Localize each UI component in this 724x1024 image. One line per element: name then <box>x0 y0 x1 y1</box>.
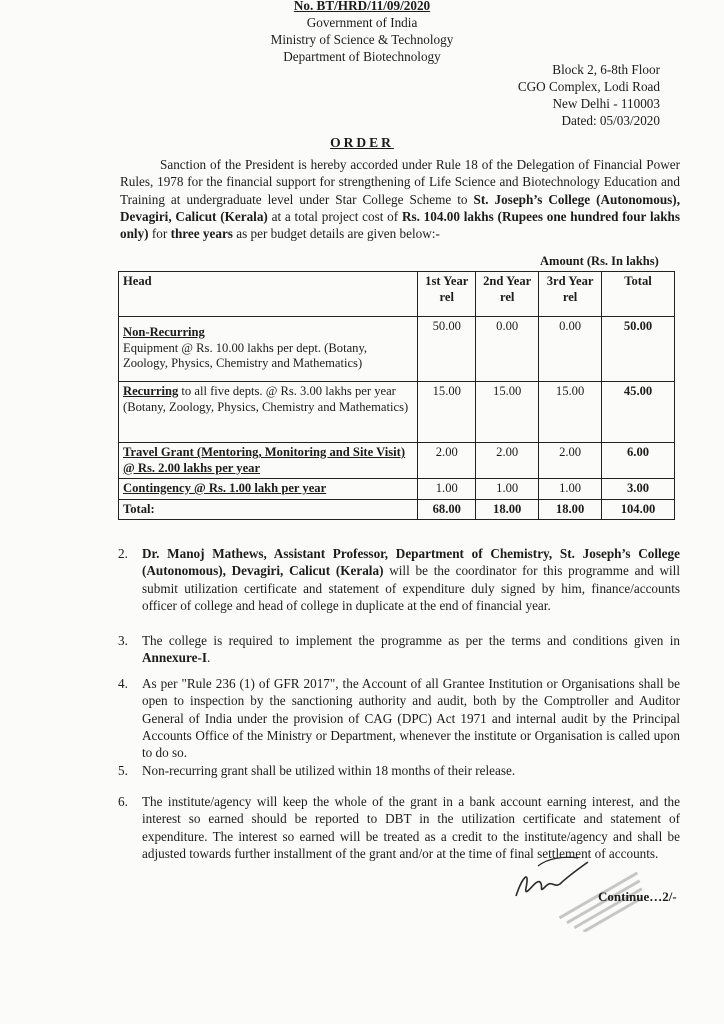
list-item <box>118 675 680 761</box>
address-line-3: New Delhi - 110003 <box>552 96 660 111</box>
item-number: 2. <box>118 546 128 561</box>
item-number: 3. <box>118 633 128 648</box>
table-row <box>119 479 675 500</box>
cell-year2: 1.00 <box>476 479 539 500</box>
cell-year2: 0.00 <box>476 317 539 382</box>
intro-text-2: at a total project cost of <box>267 208 402 224</box>
reference-number: No. BT/HRD/11/09/2020 <box>293 0 431 13</box>
table-row <box>119 443 675 479</box>
table-header-row <box>119 272 675 317</box>
col-header-year2: 2nd Year rel <box>476 272 539 317</box>
row-head-recurring <box>119 382 418 443</box>
item-number: 5. <box>118 763 128 778</box>
row-title: Travel Grant (Mentoring, Monitoring and Site Visit) @ Rs. 2.00 lakhs per year <box>123 445 406 475</box>
cell-year1: 15.00 <box>418 382 476 443</box>
college-name: St. Joseph’s College (Autonomous), Devagiri, Calicut (Kerala) <box>120 191 680 224</box>
list-item <box>118 545 680 614</box>
address-line-2: CGO Complex, Lodi Road <box>517 79 660 94</box>
item-text-tail: . <box>206 650 211 666</box>
row-description: to all five depts. @ Rs. 3.00 lakhs per year (Botany, Zoology, Physics, Chemistry and Mathematics) <box>123 384 409 414</box>
total-grand: 104.00 <box>602 499 675 520</box>
item-text: As per "Rule 236 (1) of GFR 2017", the Account of all Grantee Institution or Organisations shall be open to inspection by the sanctioning authority and audit, both by the Comptroller and Auditor General of India under the provision of CAG (DPC) Act 1971 and internal audit by the Principal Accounts Office of the Ministry or Department, whenever the institute or Organisation is called upon to do so. <box>142 676 680 761</box>
cell-total: 3.00 <box>602 479 675 500</box>
cell-total: 6.00 <box>602 443 675 479</box>
total-year1: 68.00 <box>418 499 476 520</box>
cell-year1: 1.00 <box>418 479 476 500</box>
govt-line: Government of India <box>306 15 418 30</box>
table-total-row <box>119 499 675 520</box>
cell-year3: 1.00 <box>539 479 602 500</box>
cell-total: 45.00 <box>602 382 675 443</box>
col-header-total: Total <box>602 272 675 317</box>
annexure-ref: Annexure-I <box>142 650 207 666</box>
row-title: Contingency @ Rs. 1.00 lakh per year <box>123 481 327 495</box>
item-number: 4. <box>118 676 128 691</box>
continue-note: Continue…2/- <box>598 889 677 904</box>
item-text: The college is required to implement the programme as per the terms and conditions given in <box>142 633 680 648</box>
project-cost: Rs. 104.00 lakhs (Rupees one hundred four lakhs only) <box>120 208 680 242</box>
col-header-year1: 1st Year rel <box>418 272 476 317</box>
col-header-head: Head <box>119 272 418 317</box>
table-row <box>119 317 675 382</box>
intro-paragraph <box>120 156 680 242</box>
cell-year3: 2.00 <box>539 443 602 479</box>
total-year3: 18.00 <box>539 499 602 520</box>
ministry-line: Ministry of Science & Technology <box>270 32 454 47</box>
amount-unit-note: Amount (Rs. In lakhs) <box>540 254 659 268</box>
row-description: Equipment @ Rs. 10.00 lakhs per dept. (Botany, Zoology, Physics, Chemistry and Mathematics) <box>123 340 368 370</box>
row-head-nonrecurring <box>119 317 418 382</box>
item-text: The institute/agency will keep the whole of the grant in a bank account earning interest, and the interest so earned should be reported to DBT in the utilization certificate and statement of expenditure. The interest so earned will be treated as a credit to the institute/agency and shall be adjusted towards further installment of the grant and/or at the time of final settlement of accounts. <box>142 794 680 861</box>
intro-text-4: as per budget details are given below:- <box>232 226 440 242</box>
row-title: Recurring <box>123 384 179 398</box>
cell-year1: 2.00 <box>418 443 476 479</box>
item-number: 6. <box>118 794 128 809</box>
order-title: ORDER <box>330 135 394 150</box>
item-text: will be the coordinator for this programme and will submit utilization certificate and statement of expenditure duly signed by him, finance/accounts officer of college and head of college in duplicate at the end of financial year. <box>142 563 681 613</box>
total-year2: 18.00 <box>476 499 539 520</box>
item-text: Non-recurring grant shall be utilized within 18 months of their release. <box>142 763 516 778</box>
total-label: Total: <box>119 499 418 520</box>
intro-text-3: for <box>148 226 171 242</box>
cell-year2: 2.00 <box>476 443 539 479</box>
budget-table <box>118 271 675 520</box>
date-line: Dated: 05/03/2020 <box>561 113 660 128</box>
coordinator-name: Dr. Manoj Mathews, Assistant Professor, Department of Chemistry, St. Joseph’s College (Autonomous), Devagiri, Calicut (Kerala) <box>142 546 680 579</box>
table-row <box>119 382 675 443</box>
row-head-contingency <box>119 479 418 500</box>
list-item <box>118 762 680 779</box>
cell-total: 50.00 <box>602 317 675 382</box>
col-header-year3: 3rd Year rel <box>539 272 602 317</box>
cell-year2: 15.00 <box>476 382 539 443</box>
row-head-travel <box>119 443 418 479</box>
department-line: Department of Biotechnology <box>283 49 441 64</box>
row-title: Non-Recurring <box>123 325 205 339</box>
cell-year3: 0.00 <box>539 317 602 382</box>
address-line-1: Block 2, 6-8th Floor <box>552 62 660 77</box>
cell-year3: 15.00 <box>539 382 602 443</box>
list-item <box>118 632 680 667</box>
project-duration: three years <box>170 226 233 242</box>
intro-text-1: Sanction of the President is hereby accorded under Rule 18 of the Delegation of Financial Power Rules, 1978 for the financial support for strengthening of Life Science and Biotechnology Education and Training at undergraduate level under Star College Scheme to <box>120 157 680 207</box>
cell-year1: 50.00 <box>418 317 476 382</box>
